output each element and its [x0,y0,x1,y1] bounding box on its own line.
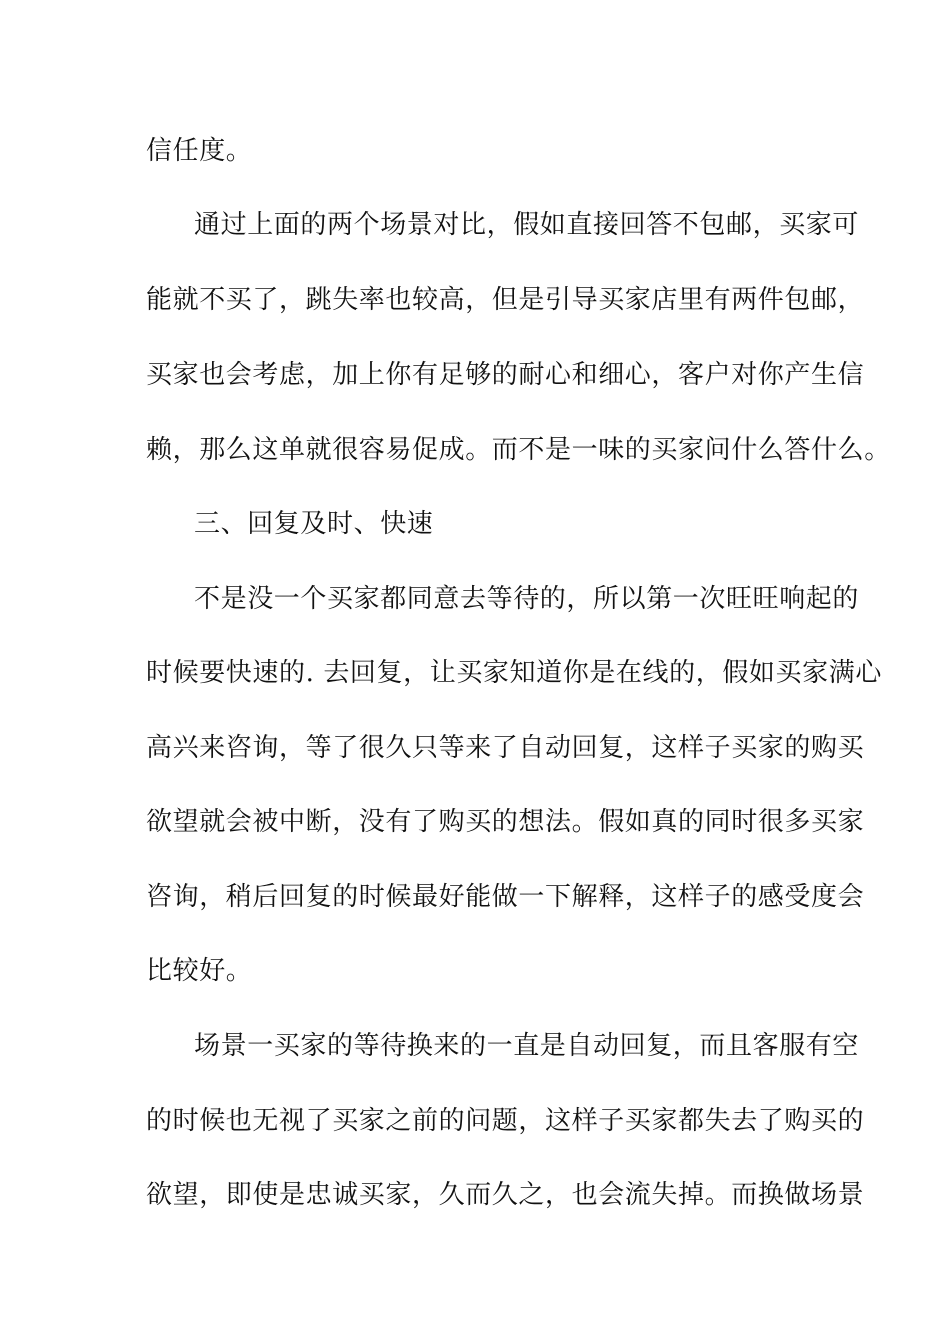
text-line: 高兴来咨询，等了很久只等来了自动回复，这样子买家的购买 [146,733,865,763]
paragraph-start-line: 通过上面的两个场景对比，假如直接回答不包邮，买家可 [194,210,860,240]
section-heading: 三、回复及时、快速 [194,509,434,539]
text-line: 信任度。 [146,136,253,166]
text-line: 咨询，稍后回复的时候最好能做一下解释，这样子的感受度会 [146,882,865,912]
text-line: 买家也会考虑，加上你有足够的耐心和细心，客户对你产生信 [146,360,865,390]
text-line: 时候要快速的. 去回复，让买家知道你是在线的，假如买家满心 [146,658,882,688]
paragraph-start-line: 不是没一个买家都同意去等待的，所以第一次旺旺响起的 [194,584,860,614]
text-line: 能就不买了，跳失率也较高，但是引导买家店里有两件包邮， [146,285,865,315]
paragraph-start-line: 场景一买家的等待换来的一直是自动回复，而且客服有空 [194,1031,860,1061]
text-line: 赖，那么这单就很容易促成。而不是一味的买家问什么答什么。 [146,435,891,465]
text-line: 比较好。 [146,956,253,986]
text-line: 的时候也无视了买家之前的问题，这样子买家都失去了购买的 [146,1106,865,1136]
text-line: 欲望，即使是忠诚买家，久而久之，也会流失掉。而换做场景 [146,1180,865,1210]
text-line: 欲望就会被中断，没有了购买的想法。假如真的同时很多买家 [146,807,865,837]
